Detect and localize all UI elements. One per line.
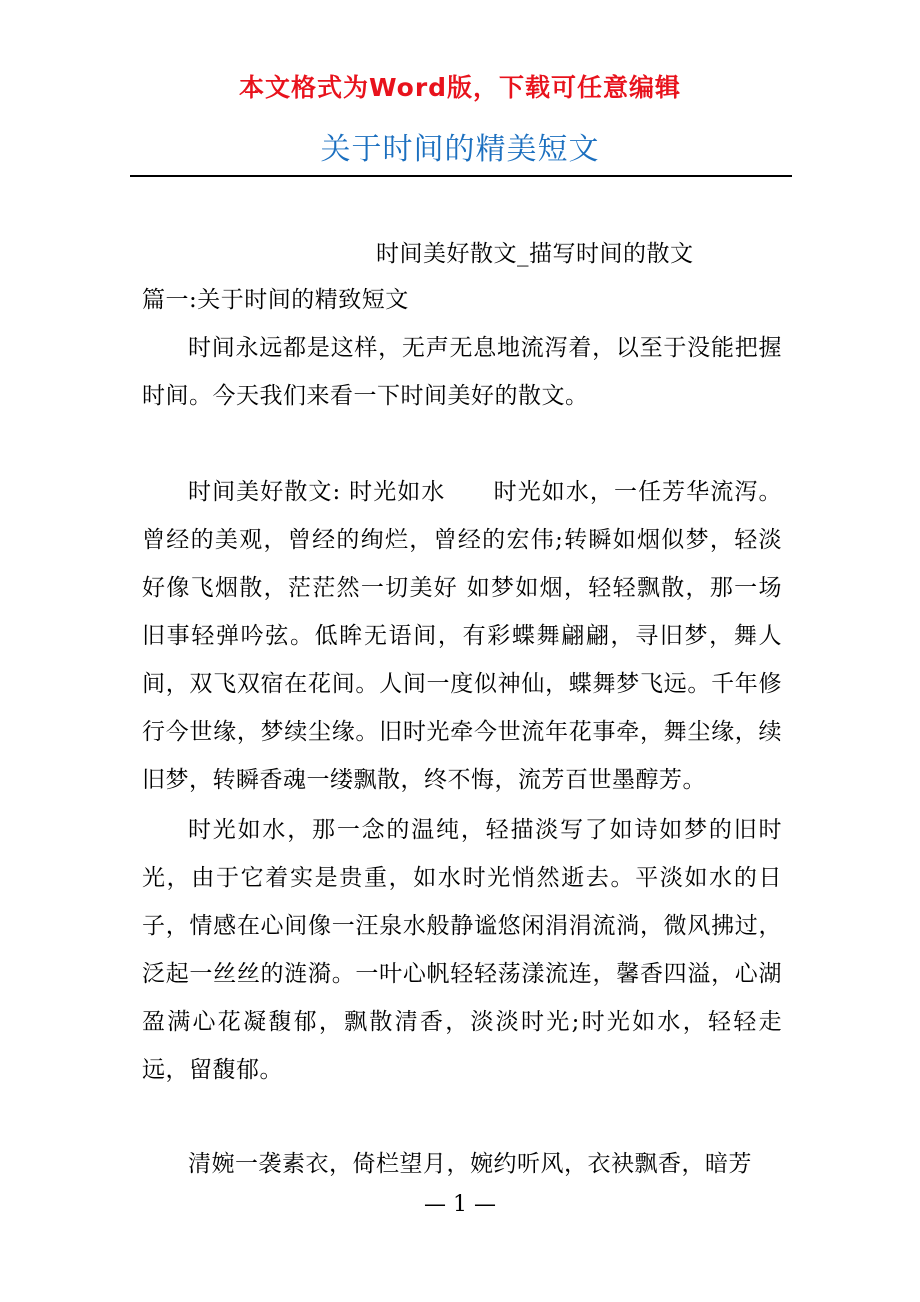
paragraph-3-block — [142, 806, 782, 1094]
document-title: 关于时间的精美短文 — [320, 132, 600, 167]
format-notice-banner: 本文格式为Word版，下载可任意编辑 — [238, 73, 682, 102]
paragraph: 清婉一袭素衣，倚栏望月，婉约听风，衣袂飘香，暗芳 — [188, 1151, 752, 1177]
article-subtitle: 时间美好散文_描写时间的散文 — [376, 241, 694, 267]
paragraph: 时光如水，那一念的温纯，轻描淡写了如诗如梦的旧时光，由于它着实是贵重，如水时光悄然逝去。平淡如水的日子，情感在心间像一汪泉水般静谧悠闲涓涓流淌，微风拂过，泛起一丝丝的涟漪。一叶心帆轻轻荡漾流连，馨香四溢，心湖盈满心花凝馥郁，飘散清香，淡淡时光;时光如水，轻轻走远，留馥郁。 — [142, 817, 782, 1083]
paragraph-4-block — [142, 1140, 782, 1188]
title-divider — [130, 175, 792, 177]
paragraph-1-block — [142, 324, 782, 420]
section-heading: 篇一:关于时间的精致短文 — [142, 287, 409, 313]
paragraph-2-block — [142, 468, 782, 804]
paragraph: 时间美好散文: 时光如水 时光如水，一任芳华流泻。曾经的美观，曾经的绚烂，曾经的宏伟;转瞬如烟似梦，轻淡好像飞烟散，茫茫然一切美好 如梦如烟，轻轻飘散，那一场旧事轻弹吟弦。低眸无语间，有彩蝶舞翩翩，寻旧梦，舞人间，双飞双宿在花间。人间一度似神仙，蝶舞梦飞远。千年修行今世缘，梦续尘缘。旧时光牵今世流年花事牵，舞尘缘，续旧梦，转瞬香魂一缕飘散，终不悔，流芳百世墨醇芳。 — [142, 479, 782, 793]
page-number: — 1 — — [424, 1192, 496, 1217]
paragraph: 时间永远都是这样，无声无息地流泻着，以至于没能把握时间。今天我们来看一下时间美好的散文。 — [142, 335, 782, 409]
